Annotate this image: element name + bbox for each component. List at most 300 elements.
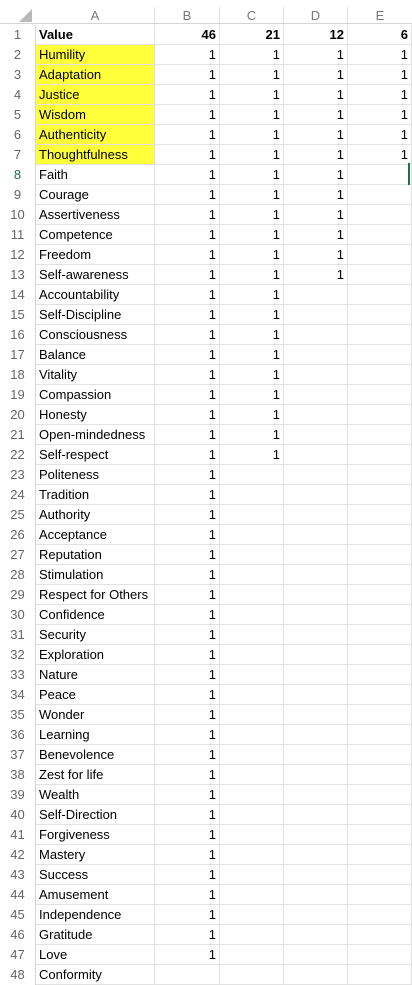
column-header-c[interactable]: C (220, 7, 284, 24)
cell-a31[interactable]: Security (36, 625, 155, 645)
row-header[interactable]: 7 (0, 145, 36, 165)
cell-c28[interactable] (220, 565, 284, 585)
cell-c34[interactable] (220, 685, 284, 705)
cell-d1[interactable]: 12 (284, 25, 348, 45)
row-header[interactable]: 30 (0, 605, 36, 625)
row-header[interactable]: 28 (0, 565, 36, 585)
row-header[interactable]: 33 (0, 665, 36, 685)
row-header[interactable]: 31 (0, 625, 36, 645)
cell-d30[interactable] (284, 605, 348, 625)
cell-e20[interactable] (348, 405, 412, 425)
cell-e28[interactable] (348, 565, 412, 585)
cell-b5[interactable]: 1 (155, 105, 220, 125)
cell-a10[interactable]: Assertiveness (36, 205, 155, 225)
cell-b30[interactable]: 1 (155, 605, 220, 625)
cell-d11[interactable]: 1 (284, 225, 348, 245)
cell-a17[interactable]: Balance (36, 345, 155, 365)
cell-e6[interactable]: 1 (348, 125, 412, 145)
cell-c9[interactable]: 1 (220, 185, 284, 205)
cell-b6[interactable]: 1 (155, 125, 220, 145)
cell-c48[interactable] (220, 965, 284, 985)
select-all-triangle-icon[interactable] (19, 9, 32, 22)
cell-a30[interactable]: Confidence (36, 605, 155, 625)
cell-b16[interactable]: 1 (155, 325, 220, 345)
cell-b45[interactable]: 1 (155, 905, 220, 925)
cell-b38[interactable]: 1 (155, 765, 220, 785)
row-header[interactable]: 48 (0, 965, 36, 985)
row-header[interactable]: 23 (0, 465, 36, 485)
cell-e8[interactable] (348, 165, 412, 185)
row-header[interactable]: 6 (0, 125, 36, 145)
cell-c36[interactable] (220, 725, 284, 745)
cell-d34[interactable] (284, 685, 348, 705)
cell-b11[interactable]: 1 (155, 225, 220, 245)
cell-b10[interactable]: 1 (155, 205, 220, 225)
cell-b32[interactable]: 1 (155, 645, 220, 665)
cell-b46[interactable]: 1 (155, 925, 220, 945)
cell-e37[interactable] (348, 745, 412, 765)
cell-b2[interactable]: 1 (155, 45, 220, 65)
row-header[interactable]: 11 (0, 225, 36, 245)
row-header[interactable]: 9 (0, 185, 36, 205)
cell-b7[interactable]: 1 (155, 145, 220, 165)
cell-d42[interactable] (284, 845, 348, 865)
cell-d4[interactable]: 1 (284, 85, 348, 105)
cell-a13[interactable]: Self-awareness (36, 265, 155, 285)
row-header[interactable]: 3 (0, 65, 36, 85)
cell-b25[interactable]: 1 (155, 505, 220, 525)
row-header[interactable]: 8 (0, 165, 36, 185)
cell-e27[interactable] (348, 545, 412, 565)
cell-d39[interactable] (284, 785, 348, 805)
cell-e13[interactable] (348, 265, 412, 285)
cell-e22[interactable] (348, 445, 412, 465)
cell-a36[interactable]: Learning (36, 725, 155, 745)
cell-e30[interactable] (348, 605, 412, 625)
cell-e7[interactable]: 1 (348, 145, 412, 165)
cell-c25[interactable] (220, 505, 284, 525)
cell-d15[interactable] (284, 305, 348, 325)
cell-a4[interactable]: Justice (36, 85, 155, 105)
cell-d35[interactable] (284, 705, 348, 725)
row-header[interactable]: 27 (0, 545, 36, 565)
cell-d31[interactable] (284, 625, 348, 645)
cell-e33[interactable] (348, 665, 412, 685)
cell-a42[interactable]: Mastery (36, 845, 155, 865)
cell-d23[interactable] (284, 465, 348, 485)
cell-c13[interactable]: 1 (220, 265, 284, 285)
cell-a41[interactable]: Forgiveness (36, 825, 155, 845)
row-header[interactable]: 45 (0, 905, 36, 925)
cell-a45[interactable]: Independence (36, 905, 155, 925)
cell-a2[interactable]: Humility (36, 45, 155, 65)
cell-d19[interactable] (284, 385, 348, 405)
cell-b24[interactable]: 1 (155, 485, 220, 505)
row-header[interactable]: 15 (0, 305, 36, 325)
cell-a48[interactable]: Conformity (36, 965, 155, 985)
cell-c45[interactable] (220, 905, 284, 925)
cell-a19[interactable]: Compassion (36, 385, 155, 405)
cell-e41[interactable] (348, 825, 412, 845)
cell-a25[interactable]: Authority (36, 505, 155, 525)
cell-c19[interactable]: 1 (220, 385, 284, 405)
cell-e16[interactable] (348, 325, 412, 345)
cell-c8[interactable]: 1 (220, 165, 284, 185)
cell-b26[interactable]: 1 (155, 525, 220, 545)
cell-d48[interactable] (284, 965, 348, 985)
cell-c20[interactable]: 1 (220, 405, 284, 425)
cell-c35[interactable] (220, 705, 284, 725)
cell-d43[interactable] (284, 865, 348, 885)
cell-d12[interactable]: 1 (284, 245, 348, 265)
cell-b12[interactable]: 1 (155, 245, 220, 265)
cell-e45[interactable] (348, 905, 412, 925)
row-header[interactable]: 43 (0, 865, 36, 885)
cell-d47[interactable] (284, 945, 348, 965)
cell-d9[interactable]: 1 (284, 185, 348, 205)
cell-d2[interactable]: 1 (284, 45, 348, 65)
cell-c5[interactable]: 1 (220, 105, 284, 125)
table-row (0, 265, 412, 285)
cell-c4[interactable]: 1 (220, 85, 284, 105)
row-header[interactable]: 24 (0, 485, 36, 505)
cell-e2[interactable]: 1 (348, 45, 412, 65)
cell-a37[interactable]: Benevolence (36, 745, 155, 765)
cell-d6[interactable]: 1 (284, 125, 348, 145)
cell-d32[interactable] (284, 645, 348, 665)
row-header[interactable]: 37 (0, 745, 36, 765)
cell-a1[interactable]: Value (36, 25, 155, 45)
cell-e18[interactable] (348, 365, 412, 385)
row-header[interactable]: 10 (0, 205, 36, 225)
cell-e36[interactable] (348, 725, 412, 745)
cell-e44[interactable] (348, 885, 412, 905)
cell-a28[interactable]: Stimulation (36, 565, 155, 585)
cell-b44[interactable]: 1 (155, 885, 220, 905)
cell-b18[interactable]: 1 (155, 365, 220, 385)
cell-a22[interactable]: Self-respect (36, 445, 155, 465)
cell-c39[interactable] (220, 785, 284, 805)
cell-e34[interactable] (348, 685, 412, 705)
cell-b4[interactable]: 1 (155, 85, 220, 105)
cell-d18[interactable] (284, 365, 348, 385)
table-row (0, 305, 412, 325)
cell-c2[interactable]: 1 (220, 45, 284, 65)
cell-e9[interactable] (348, 185, 412, 205)
row-header[interactable]: 14 (0, 285, 36, 305)
row-header[interactable]: 44 (0, 885, 36, 905)
cell-a14[interactable]: Accountability (36, 285, 155, 305)
row-header[interactable]: 18 (0, 365, 36, 385)
cell-c32[interactable] (220, 645, 284, 665)
cell-c3[interactable]: 1 (220, 65, 284, 85)
cell-e31[interactable] (348, 625, 412, 645)
row-header[interactable]: 47 (0, 945, 36, 965)
cell-b21[interactable]: 1 (155, 425, 220, 445)
cell-d22[interactable] (284, 445, 348, 465)
cell-a47[interactable]: Love (36, 945, 155, 965)
row-header[interactable]: 46 (0, 925, 36, 945)
cell-a23[interactable]: Politeness (36, 465, 155, 485)
cell-c16[interactable]: 1 (220, 325, 284, 345)
cell-d7[interactable]: 1 (284, 145, 348, 165)
row-header[interactable]: 13 (0, 265, 36, 285)
cell-a9[interactable]: Courage (36, 185, 155, 205)
cell-d45[interactable] (284, 905, 348, 925)
cell-e3[interactable]: 1 (348, 65, 412, 85)
cell-b28[interactable]: 1 (155, 565, 220, 585)
cell-c7[interactable]: 1 (220, 145, 284, 165)
cell-a5[interactable]: Wisdom (36, 105, 155, 125)
row-header[interactable]: 32 (0, 645, 36, 665)
row-header[interactable]: 42 (0, 845, 36, 865)
cell-d24[interactable] (284, 485, 348, 505)
cell-a26[interactable]: Acceptance (36, 525, 155, 545)
cell-c38[interactable] (220, 765, 284, 785)
cell-c40[interactable] (220, 805, 284, 825)
cell-a46[interactable]: Gratitude (36, 925, 155, 945)
cell-e35[interactable] (348, 705, 412, 725)
table-row (0, 905, 412, 925)
cell-e26[interactable] (348, 525, 412, 545)
table-row (0, 65, 412, 85)
cell-a18[interactable]: Vitality (36, 365, 155, 385)
cell-d8[interactable]: 1 (284, 165, 348, 185)
row-header[interactable]: 1 (0, 25, 36, 45)
row-header[interactable]: 36 (0, 725, 36, 745)
cell-b47[interactable]: 1 (155, 945, 220, 965)
cell-b22[interactable]: 1 (155, 445, 220, 465)
row-header[interactable]: 25 (0, 505, 36, 525)
cell-e47[interactable] (348, 945, 412, 965)
cell-b31[interactable]: 1 (155, 625, 220, 645)
row-header[interactable]: 5 (0, 105, 36, 125)
cell-b20[interactable]: 1 (155, 405, 220, 425)
cell-d36[interactable] (284, 725, 348, 745)
cell-a44[interactable]: Amusement (36, 885, 155, 905)
cell-a39[interactable]: Wealth (36, 785, 155, 805)
cell-a3[interactable]: Adaptation (36, 65, 155, 85)
cell-a29[interactable]: Respect for Others (36, 585, 155, 605)
cell-e10[interactable] (348, 205, 412, 225)
cell-a21[interactable]: Open-mindedness (36, 425, 155, 445)
cell-c17[interactable]: 1 (220, 345, 284, 365)
cell-c11[interactable]: 1 (220, 225, 284, 245)
cell-e25[interactable] (348, 505, 412, 525)
table-row (0, 185, 412, 205)
cell-b41[interactable]: 1 (155, 825, 220, 845)
cell-d28[interactable] (284, 565, 348, 585)
cell-e17[interactable] (348, 345, 412, 365)
cell-c30[interactable] (220, 605, 284, 625)
cell-b15[interactable]: 1 (155, 305, 220, 325)
cell-c10[interactable]: 1 (220, 205, 284, 225)
row-header[interactable]: 4 (0, 85, 36, 105)
cell-d41[interactable] (284, 825, 348, 845)
cell-e46[interactable] (348, 925, 412, 945)
cell-e12[interactable] (348, 245, 412, 265)
cell-e24[interactable] (348, 485, 412, 505)
cell-e39[interactable] (348, 785, 412, 805)
column-header-b[interactable]: B (155, 7, 220, 24)
cell-c41[interactable] (220, 825, 284, 845)
cell-c24[interactable] (220, 485, 284, 505)
cell-d40[interactable] (284, 805, 348, 825)
cell-c21[interactable]: 1 (220, 425, 284, 445)
cell-e4[interactable]: 1 (348, 85, 412, 105)
cell-d10[interactable]: 1 (284, 205, 348, 225)
row-header[interactable]: 17 (0, 345, 36, 365)
table-row (0, 365, 412, 385)
cell-b1[interactable]: 46 (155, 25, 220, 45)
cell-b43[interactable]: 1 (155, 865, 220, 885)
cell-c15[interactable]: 1 (220, 305, 284, 325)
cell-e5[interactable]: 1 (348, 105, 412, 125)
cell-b23[interactable]: 1 (155, 465, 220, 485)
cell-a27[interactable]: Reputation (36, 545, 155, 565)
cell-b13[interactable]: 1 (155, 265, 220, 285)
cell-a6[interactable]: Authenticity (36, 125, 155, 145)
cell-c26[interactable] (220, 525, 284, 545)
cell-d46[interactable] (284, 925, 348, 945)
column-header-e[interactable]: E (348, 7, 412, 24)
cell-b40[interactable]: 1 (155, 805, 220, 825)
cell-d5[interactable]: 1 (284, 105, 348, 125)
cell-a7[interactable]: Thoughtfulness (36, 145, 155, 165)
cell-c33[interactable] (220, 665, 284, 685)
row-header[interactable]: 2 (0, 45, 36, 65)
cell-b3[interactable]: 1 (155, 65, 220, 85)
cell-e40[interactable] (348, 805, 412, 825)
row-header[interactable]: 16 (0, 325, 36, 345)
cell-d29[interactable] (284, 585, 348, 605)
cell-c18[interactable]: 1 (220, 365, 284, 385)
row-header[interactable]: 39 (0, 785, 36, 805)
cell-c27[interactable] (220, 545, 284, 565)
cell-c23[interactable] (220, 465, 284, 485)
cell-a38[interactable]: Zest for life (36, 765, 155, 785)
cell-d16[interactable] (284, 325, 348, 345)
cell-a34[interactable]: Peace (36, 685, 155, 705)
row-header[interactable]: 29 (0, 585, 36, 605)
cell-e19[interactable] (348, 385, 412, 405)
column-header-d[interactable]: D (284, 7, 348, 24)
row-header[interactable]: 41 (0, 825, 36, 845)
cell-b36[interactable]: 1 (155, 725, 220, 745)
cell-d26[interactable] (284, 525, 348, 545)
row-header[interactable]: 21 (0, 425, 36, 445)
cell-a8[interactable]: Faith (36, 165, 155, 185)
cell-a33[interactable]: Nature (36, 665, 155, 685)
cell-b17[interactable]: 1 (155, 345, 220, 365)
cell-b35[interactable]: 1 (155, 705, 220, 725)
cell-c44[interactable] (220, 885, 284, 905)
cell-a35[interactable]: Wonder (36, 705, 155, 725)
cell-a16[interactable]: Consciousness (36, 325, 155, 345)
row-header[interactable]: 38 (0, 765, 36, 785)
cell-a12[interactable]: Freedom (36, 245, 155, 265)
cell-b42[interactable]: 1 (155, 845, 220, 865)
cell-a11[interactable]: Competence (36, 225, 155, 245)
cell-c42[interactable] (220, 845, 284, 865)
cell-c14[interactable]: 1 (220, 285, 284, 305)
cell-d25[interactable] (284, 505, 348, 525)
cell-b33[interactable]: 1 (155, 665, 220, 685)
cell-a40[interactable]: Self-Direction (36, 805, 155, 825)
cell-a20[interactable]: Honesty (36, 405, 155, 425)
cell-d33[interactable] (284, 665, 348, 685)
cell-e11[interactable] (348, 225, 412, 245)
row-header[interactable]: 26 (0, 525, 36, 545)
cell-d14[interactable] (284, 285, 348, 305)
cell-b27[interactable]: 1 (155, 545, 220, 565)
cell-d38[interactable] (284, 765, 348, 785)
cell-e29[interactable] (348, 585, 412, 605)
cell-b37[interactable]: 1 (155, 745, 220, 765)
cell-e32[interactable] (348, 645, 412, 665)
cell-b8[interactable]: 1 (155, 165, 220, 185)
cell-e38[interactable] (348, 765, 412, 785)
cell-a15[interactable]: Self-Discipline (36, 305, 155, 325)
cell-d21[interactable] (284, 425, 348, 445)
cell-c47[interactable] (220, 945, 284, 965)
cell-b9[interactable]: 1 (155, 185, 220, 205)
row-header[interactable]: 20 (0, 405, 36, 425)
row-header[interactable]: 34 (0, 685, 36, 705)
cell-d13[interactable]: 1 (284, 265, 348, 285)
column-header-a[interactable]: A (36, 7, 155, 24)
cell-d17[interactable] (284, 345, 348, 365)
cell-c43[interactable] (220, 865, 284, 885)
cell-c22[interactable]: 1 (220, 445, 284, 465)
cell-b48[interactable] (155, 965, 220, 985)
row-header[interactable]: 12 (0, 245, 36, 265)
cell-d27[interactable] (284, 545, 348, 565)
cell-b14[interactable]: 1 (155, 285, 220, 305)
cell-e14[interactable] (348, 285, 412, 305)
cell-e42[interactable] (348, 845, 412, 865)
row-header[interactable]: 35 (0, 705, 36, 725)
cell-c31[interactable] (220, 625, 284, 645)
cell-b19[interactable]: 1 (155, 385, 220, 405)
cell-b39[interactable]: 1 (155, 785, 220, 805)
cell-d3[interactable]: 1 (284, 65, 348, 85)
cell-e43[interactable] (348, 865, 412, 885)
cell-e1[interactable]: 6 (348, 25, 412, 45)
cell-a24[interactable]: Tradition (36, 485, 155, 505)
cell-c6[interactable]: 1 (220, 125, 284, 145)
cell-e48[interactable] (348, 965, 412, 985)
row-header[interactable]: 22 (0, 445, 36, 465)
cell-c29[interactable] (220, 585, 284, 605)
cell-e15[interactable] (348, 305, 412, 325)
cell-d37[interactable] (284, 745, 348, 765)
cell-d20[interactable] (284, 405, 348, 425)
cell-e23[interactable] (348, 465, 412, 485)
cell-b29[interactable]: 1 (155, 585, 220, 605)
row-header[interactable]: 19 (0, 385, 36, 405)
cell-e21[interactable] (348, 425, 412, 445)
cell-c12[interactable]: 1 (220, 245, 284, 265)
cell-a43[interactable]: Success (36, 865, 155, 885)
cell-c1[interactable]: 21 (220, 25, 284, 45)
cell-c46[interactable] (220, 925, 284, 945)
cell-c37[interactable] (220, 745, 284, 765)
cell-b34[interactable]: 1 (155, 685, 220, 705)
cell-d44[interactable] (284, 885, 348, 905)
cell-a32[interactable]: Exploration (36, 645, 155, 665)
row-header[interactable]: 40 (0, 805, 36, 825)
